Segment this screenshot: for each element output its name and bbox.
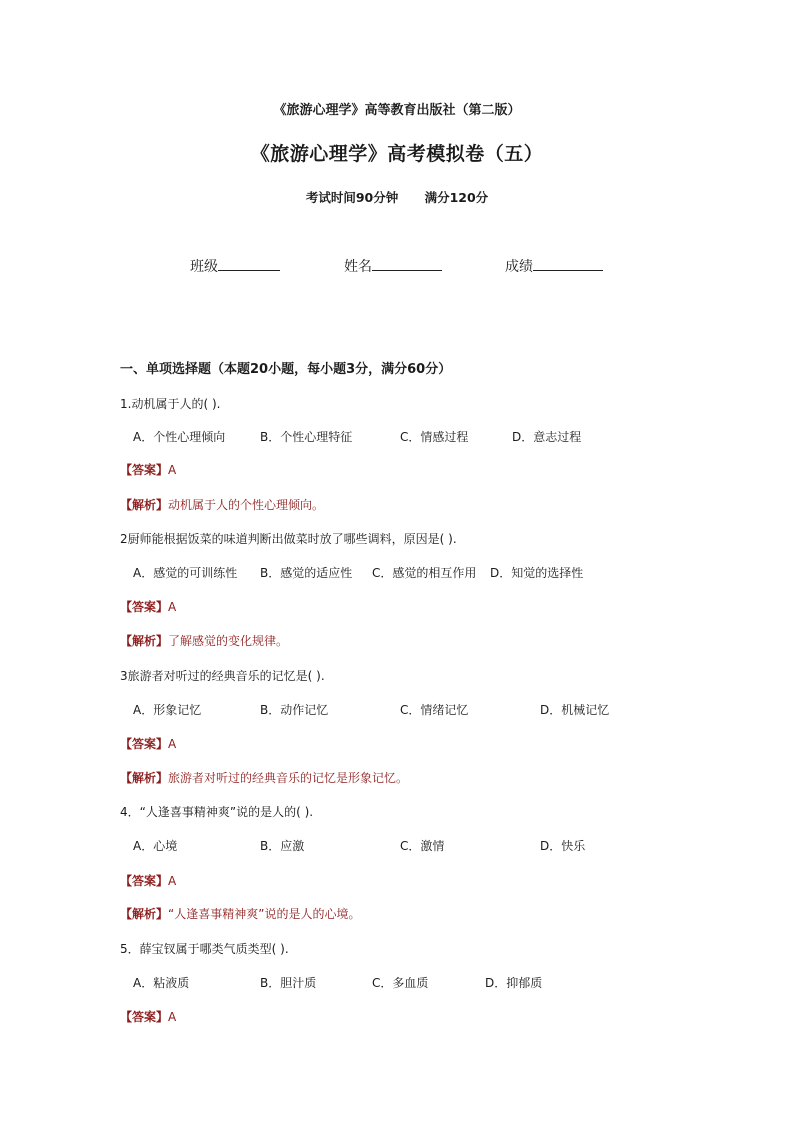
analysis-text: 旅游者对听过的经典音乐的记忆是形象记忆。 — [168, 771, 409, 785]
answer-line — [120, 735, 176, 752]
analysis-text: “人逢喜事精神爽”说的是人的心境。 — [168, 907, 361, 921]
option-d: D．意志过程 — [512, 430, 582, 444]
answer-line — [120, 1008, 176, 1025]
class-blank[interactable] — [218, 256, 280, 271]
answer-value: A — [168, 463, 177, 477]
analysis-tag: 【解析】 — [120, 771, 169, 785]
option-d: D．知觉的选择性 — [490, 566, 584, 580]
analysis-tag: 【解析】 — [120, 634, 169, 648]
analysis-text: 动机属于人的个性心理倾向。 — [168, 498, 325, 512]
option-c: C．激情 — [400, 839, 445, 853]
answer-value: A — [168, 600, 177, 614]
option-b: B．应激 — [260, 839, 305, 853]
option-b: B．个性心理特征 — [260, 430, 353, 444]
exam-meta — [0, 188, 794, 206]
class-label: 班级 — [190, 259, 218, 275]
option-b: B．感觉的适应性 — [260, 566, 353, 580]
option-a: A．感觉的可训练性 — [133, 566, 238, 580]
answer-tag: 【答案】 — [120, 874, 169, 888]
analysis-tag: 【解析】 — [120, 498, 169, 512]
answer-tag: 【答案】 — [120, 1010, 169, 1024]
answer-tag: 【答案】 — [120, 463, 169, 477]
option-d: D．快乐 — [540, 839, 586, 853]
score-label: 成绩 — [505, 259, 533, 275]
answer-value: A — [168, 1010, 177, 1024]
analysis-tag: 【解析】 — [120, 907, 169, 921]
option-d: D．机械记忆 — [540, 703, 610, 717]
exam-time: 考试时间90分钟 — [305, 190, 399, 205]
option-a: A．形象记忆 — [133, 703, 202, 717]
score-blank[interactable] — [533, 256, 603, 271]
option-a: A．心境 — [133, 839, 178, 853]
analysis-text: 了解感觉的变化规律。 — [168, 634, 289, 648]
section-title: 一、单项选择题（本题20小题，每小题3分，满分60分） — [120, 362, 452, 377]
option-a: A．个性心理倾向 — [133, 430, 226, 444]
name-blank[interactable] — [372, 256, 442, 271]
analysis-line — [120, 496, 324, 513]
option-c: C．情绪记忆 — [400, 703, 469, 717]
answer-line — [120, 461, 176, 478]
exam-title: 《旅游心理学》高考模拟卷（五） — [250, 143, 544, 165]
question-stem: 5．薛宝钗属于哪类气质类型( ). — [120, 942, 289, 956]
answer-tag: 【答案】 — [120, 600, 169, 614]
score-field[interactable] — [505, 256, 603, 276]
question-stem: 3旅游者对听过的经典音乐的记忆是( ). — [120, 669, 325, 683]
full-score: 满分120分 — [424, 190, 489, 205]
option-b: B．动作记忆 — [260, 703, 329, 717]
answer-value: A — [168, 874, 177, 888]
answer-value: A — [168, 737, 177, 751]
option-c: C．感觉的相互作用 — [372, 566, 477, 580]
answer-line — [120, 872, 176, 889]
question-stem: 1.动机属于人的( ). — [120, 397, 221, 411]
publisher-line: 《旅游心理学》高等教育出版社（第二版） — [273, 103, 521, 118]
answer-line — [120, 598, 176, 615]
option-c: C．情感过程 — [400, 430, 469, 444]
question-stem: 2厨师能根据饭菜的味道判断出做菜时放了哪些调料，原因是( ). — [120, 532, 457, 546]
name-field[interactable] — [344, 256, 442, 276]
name-label: 姓名 — [344, 259, 372, 275]
option-a: A．粘液质 — [133, 976, 190, 990]
option-d: D．抑郁质 — [485, 976, 543, 990]
question-stem: 4．“人逢喜事精神爽”说的是人的( ). — [120, 805, 314, 819]
analysis-line — [120, 905, 360, 922]
option-c: C．多血质 — [372, 976, 429, 990]
answer-tag: 【答案】 — [120, 737, 169, 751]
class-field[interactable] — [190, 256, 280, 276]
analysis-line — [120, 632, 288, 649]
analysis-line — [120, 769, 408, 786]
option-b: B．胆汁质 — [260, 976, 317, 990]
